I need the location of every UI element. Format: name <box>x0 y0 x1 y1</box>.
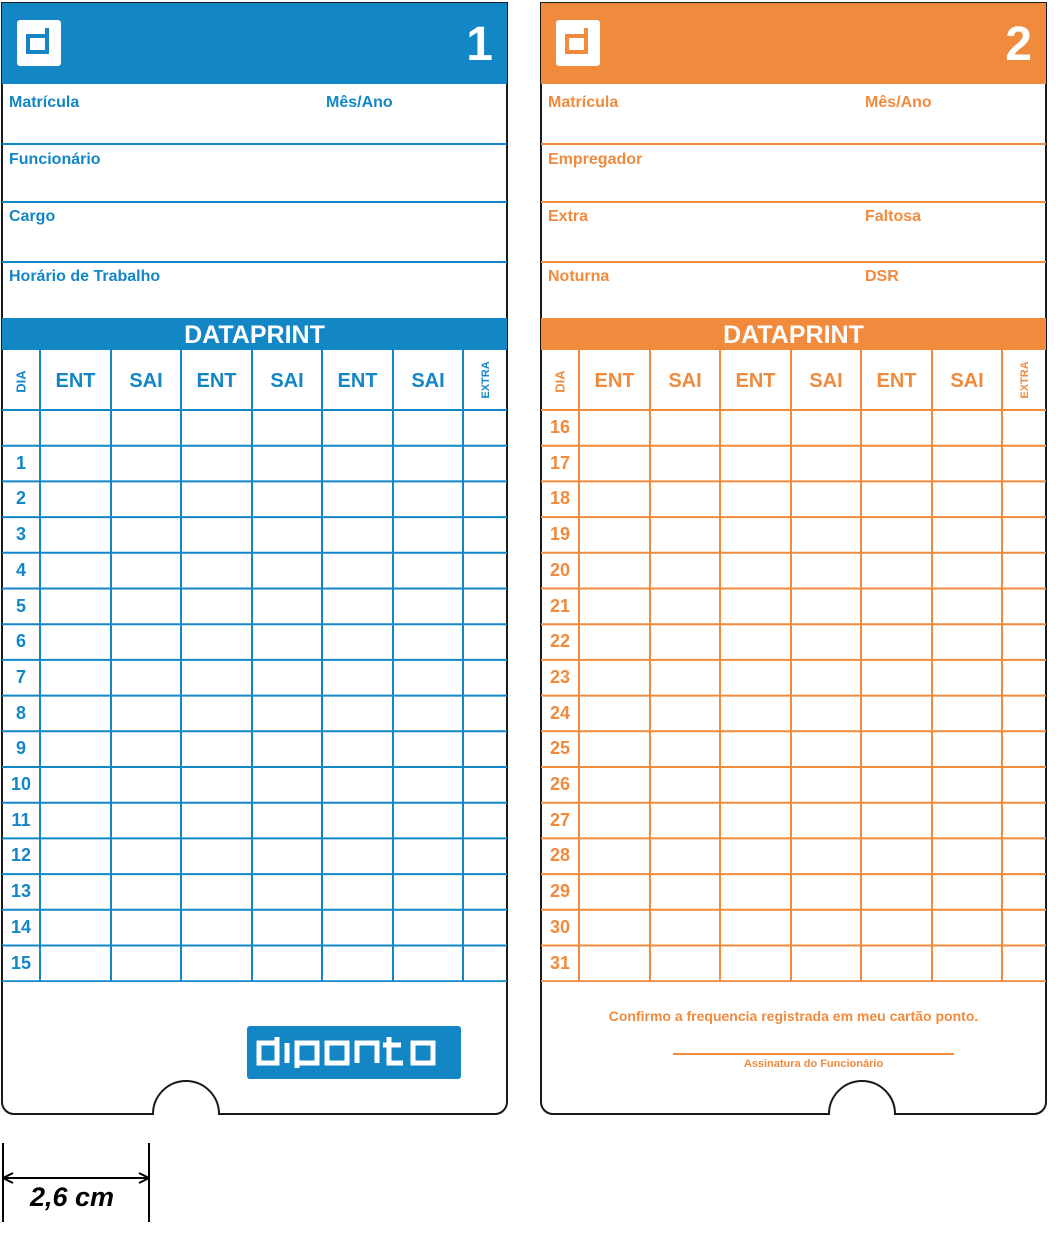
day-number: 3 <box>15 524 26 545</box>
day-number: 13 <box>10 881 32 902</box>
day-number: 26 <box>549 774 571 794</box>
field-label: Noturna <box>548 268 610 285</box>
diponto-logo-icon <box>247 1026 461 1079</box>
field-label: Empregador <box>548 151 643 168</box>
field-label: Horário de Trabalho <box>9 268 161 285</box>
day-number: 16 <box>549 417 571 437</box>
dataprint-logo-icon <box>556 20 600 66</box>
day-number: 23 <box>549 666 571 687</box>
column-header: ENT <box>196 370 237 392</box>
field-divider <box>541 261 1046 263</box>
column-header: SAI <box>668 370 702 392</box>
column-header: ENT <box>735 370 776 392</box>
field-label: Mês/Ano <box>326 94 393 111</box>
dataprint-logo-icon <box>17 20 61 66</box>
day-number: 6 <box>15 631 26 652</box>
day-number: 8 <box>15 702 26 723</box>
column-header: SAI <box>270 370 304 392</box>
column-header: SAI <box>411 370 445 392</box>
day-number: 15 <box>10 952 32 973</box>
time-grid <box>1 350 508 982</box>
dataprint-band: DATAPRINT <box>541 318 1046 350</box>
signature-line <box>673 1053 954 1055</box>
field-divider <box>2 143 507 145</box>
column-header: ENT <box>337 370 378 392</box>
confirm-text: Confirmo a frequencia registrada em meu cartão ponto. <box>608 1008 979 1024</box>
timecard-front <box>1 2 508 1114</box>
day-number: 29 <box>549 881 571 902</box>
column-header: SAI <box>129 370 163 392</box>
card-number: 1 <box>466 18 493 71</box>
field-divider <box>2 261 507 263</box>
day-number: 9 <box>15 738 26 759</box>
field-divider <box>2 201 507 203</box>
column-header: SAI <box>950 370 984 392</box>
day-number: 1 <box>15 452 26 473</box>
day-number: 24 <box>549 702 571 723</box>
field-label: Matrícula <box>9 94 80 111</box>
day-number: 27 <box>549 809 571 830</box>
card-number: 2 <box>1005 18 1032 71</box>
day-number: 22 <box>549 631 571 652</box>
day-number: 14 <box>10 916 32 937</box>
timecard-back <box>540 2 1047 1114</box>
day-number: 7 <box>15 666 26 687</box>
day-number: 11 <box>11 809 31 830</box>
field-divider <box>541 201 1046 203</box>
day-number: 19 <box>549 524 571 545</box>
column-header-day: DIA <box>552 370 567 393</box>
day-number: 4 <box>15 559 26 580</box>
field-divider <box>541 143 1046 145</box>
column-header-day: DIA <box>13 370 28 393</box>
column-header: ENT <box>55 370 96 392</box>
column-header-extra: EXTRA <box>1018 361 1031 399</box>
day-number: 28 <box>549 845 571 866</box>
day-number: 10 <box>10 774 32 794</box>
field-label: Faltosa <box>865 208 922 225</box>
day-number: 20 <box>549 559 571 580</box>
column-header: ENT <box>594 370 635 392</box>
field-label: Funcionário <box>9 151 101 168</box>
day-number: 30 <box>549 916 571 937</box>
day-number: 25 <box>549 738 571 759</box>
card-header <box>2 3 507 84</box>
field-label: DSR <box>865 268 899 285</box>
day-number: 5 <box>15 595 26 616</box>
field-label: Mês/Ano <box>865 94 932 111</box>
signature-label: Assinatura do Funcionário <box>743 1058 884 1070</box>
card-header <box>541 3 1046 84</box>
day-number: 2 <box>15 488 26 509</box>
field-label: Extra <box>548 208 589 225</box>
time-grid <box>540 350 1047 982</box>
day-number: 31 <box>549 952 571 973</box>
measure-label: 2,6 cm <box>30 1182 115 1212</box>
field-label: Matrícula <box>548 94 619 111</box>
column-header: ENT <box>876 370 917 392</box>
dataprint-band: DATAPRINT <box>2 318 507 350</box>
day-number: 17 <box>549 452 571 473</box>
day-number: 12 <box>10 845 32 866</box>
column-header: SAI <box>809 370 843 392</box>
field-label: Cargo <box>9 208 56 225</box>
day-number: 21 <box>549 595 571 616</box>
day-number: 18 <box>549 488 571 509</box>
column-header-extra: EXTRA <box>479 361 492 399</box>
